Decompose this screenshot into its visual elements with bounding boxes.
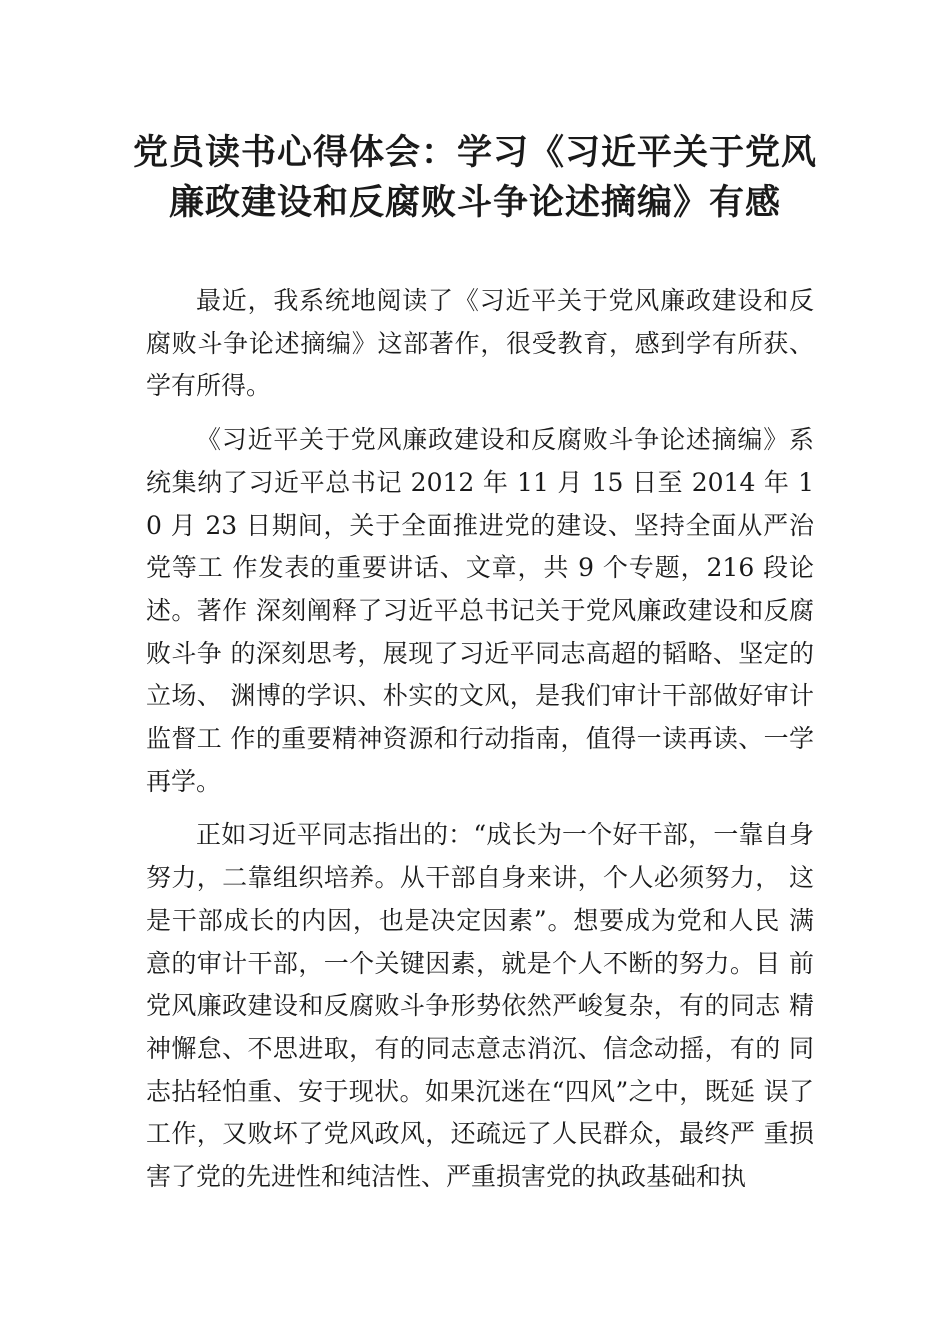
paragraph-3: 正如习近平同志指出的：“成长为一个好干部，一靠自身努力，二靠组织培养。从干部自身来讲，个人必须努力， 这是干部成长的内因，也是决定因素”。想要成为党和人民 满意的审计干部，一个关键因素，就是个人不断的努力。目 前党风廉政建设和反腐败斗争形势依然严峻复杂，有的同志 精神懈怠、不思进取，有的同志意志消沉、信念动摇，有的 同志拈轻怕重、安于现状。如果沉迷在“四风”之中，既延 误了工作，又败坏了党风政风，还疏远了人民群众，最终严 重损害了党的先进性和纯洁性、严重损害党的执政基础和执 <box>146 820 814 1192</box>
paragraph-2: 《习近平关于党风廉政建设和反腐败斗争论述摘编》系统集纳了习近平总书记 2012 年 11 月 15 日至 2014 年 10 月 23 日期间，关于全面推进党的建设、坚持全面从严治党等工 作发表的重要讲话、文章，共 9 个专题，216 段论述。著作 深刻阐释了习近平总书记关于党风廉政建设和反腐败斗争 的深刻思考，展现了习近平同志高超的韬略、坚定的立场、 渊博的学识、朴实的文风，是我们审计干部做好审计监督工 作的重要精神资源和行动指南，值得一读再读、一学再学。 <box>146 425 814 796</box>
document-body <box>146 280 814 1199</box>
document-title: 党员读书心得体会：学习《习近平关于党风廉政建设和反腐败斗争论述摘编》有感 <box>132 132 817 223</box>
paragraph-1: 最近，我系统地阅读了《习近平关于党风廉政建设和反腐败斗争论述摘编》这部著作，很受教育，感到学有所获、 学有所得。 <box>146 286 814 401</box>
